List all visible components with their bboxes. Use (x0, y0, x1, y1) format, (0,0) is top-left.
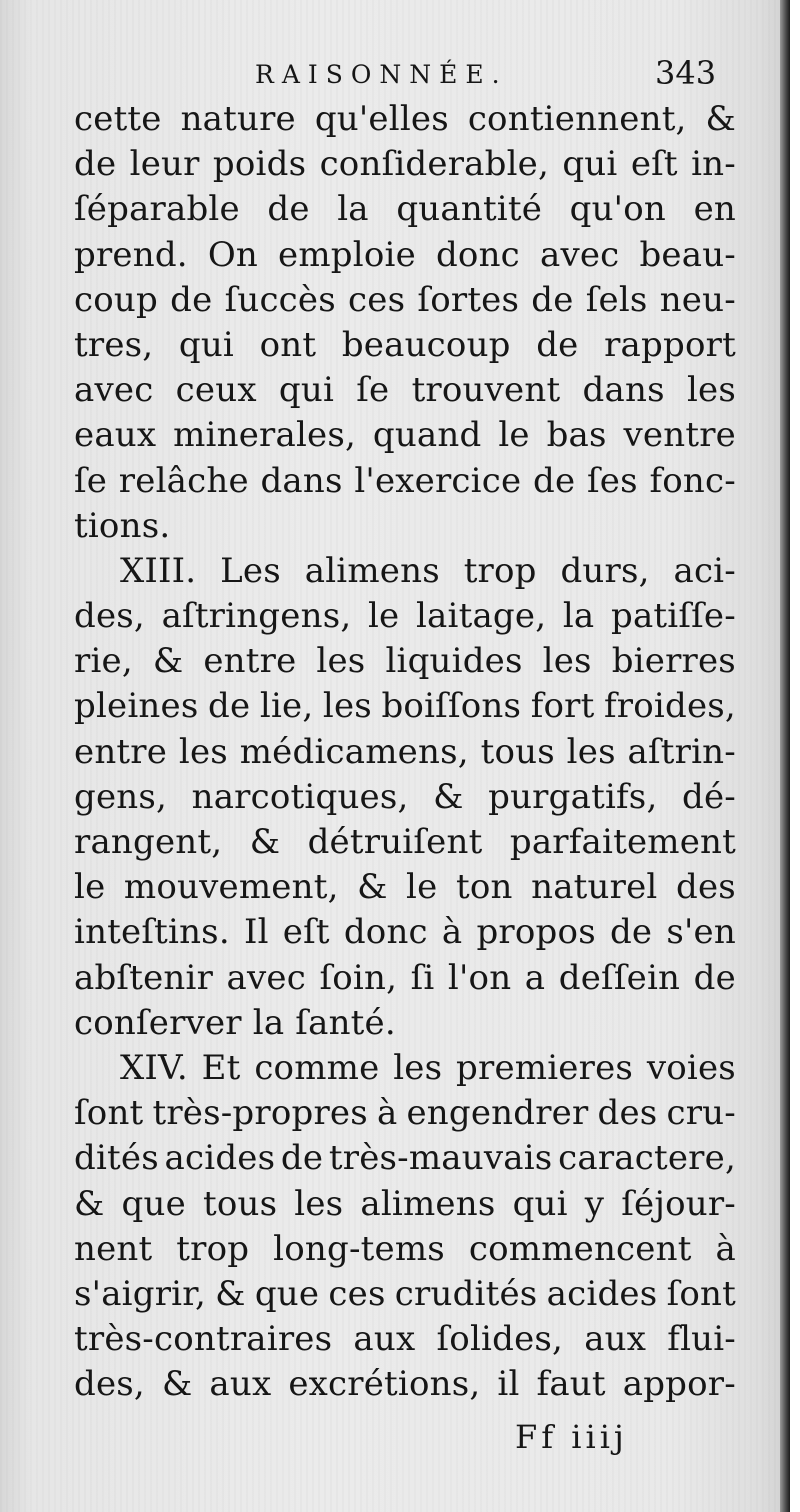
text-line: dités acides de très-mauvais caractere, (74, 1138, 736, 1179)
text-line: rangent, & détruiſent parfaitement (74, 822, 736, 862)
text-line: cette nature qu'elles contiennent, & (74, 99, 736, 139)
page-header (60, 54, 740, 94)
text-line: & que tous les alimens qui y ſéjour- (74, 1183, 736, 1224)
text-line: avec ceux qui ſe trouvent dans les (74, 370, 736, 411)
text-line: gens, narcotiques, & purgatifs, dé- (74, 776, 736, 817)
text-line: coup de ſuccès ces ſortes de ſels neu- (74, 279, 736, 320)
text-line: ſe relâche dans l'exercice de ſes fonc- (74, 460, 736, 501)
text-line: eaux minerales, quand le bas ventre (74, 415, 736, 456)
text-line: nent trop long-tems commencent à (74, 1228, 736, 1269)
running-head: RAISONNÉE. (255, 60, 508, 89)
text-line: tions. (74, 505, 171, 546)
text-line: prend. On emploie donc avec beau- (74, 234, 736, 275)
text-line: très-contraires aux ſolides, aux flui- (74, 1319, 736, 1360)
text-line: des, & aux excrétions, il faut appor- (74, 1364, 736, 1405)
text-line: ſont très-propres à engendrer des cru- (74, 1093, 736, 1134)
text-line: ſéparable de la quantité qu'on en (74, 189, 736, 230)
page-number: 343 (655, 54, 717, 92)
text-line: rie, & entre les liquides les bierres (74, 641, 736, 682)
text-line: entre les médicamens, tous les aſtrin- (74, 731, 736, 772)
section-heading-line: XIV. Et comme les premieres voies (120, 1047, 736, 1088)
text-line: des, aſtringens, le laitage, la patiſſe- (74, 596, 736, 637)
text-line: tres, qui ont beaucoup de rapport (74, 324, 736, 365)
text-line: abſtenir avec ſoin, ſi l'on a deſſein de (74, 957, 736, 998)
text-line: de leur poids conſiderable, qui eſt in- (74, 144, 736, 185)
text-line: le mouvement, & le ton naturel des (74, 867, 736, 908)
body-text (74, 97, 736, 1407)
page-edge-shadow (780, 0, 790, 1512)
text-line: s'aigrir, & que ces crudités acides ſont (74, 1273, 736, 1314)
text-line: inteſtins. Il eſt donc à propos de s'en (74, 912, 736, 953)
text-line: pleines de lie, les boiſſons fort froides, (74, 686, 736, 727)
text-line: conſerver la ſanté. (74, 1002, 396, 1043)
section-heading-line: XIII. Les alimens trop durs, aci- (120, 550, 736, 591)
catchword: Ff iiij (515, 1418, 628, 1456)
